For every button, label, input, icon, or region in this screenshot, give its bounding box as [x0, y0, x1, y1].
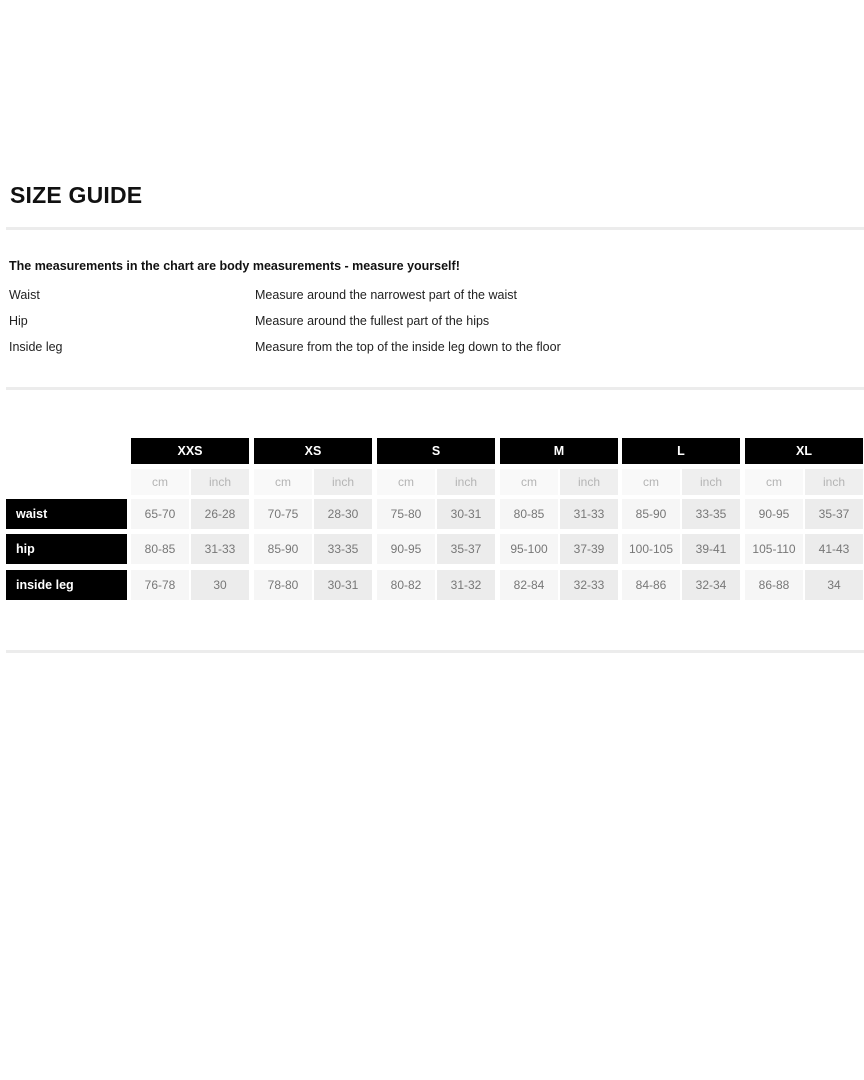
definition-term: Hip: [9, 314, 28, 328]
table-cell-inside-leg-m-inch: 32-33: [560, 570, 618, 600]
table-cell-hip-s-inch: 35-37: [437, 534, 495, 564]
table-cell-waist-xxs-inch: 26-28: [191, 499, 249, 529]
unit-header-cm: cm: [622, 469, 680, 495]
table-cell-hip-xl-cm: 105-110: [745, 534, 803, 564]
table-cell-inside-leg-xl-cm: 86-88: [745, 570, 803, 600]
table-cell-inside-leg-m-cm: 82-84: [500, 570, 558, 600]
table-cell-inside-leg-s-cm: 80-82: [377, 570, 435, 600]
unit-header-cm: cm: [500, 469, 558, 495]
table-cell-waist-m-cm: 80-85: [500, 499, 558, 529]
table-cell-inside-leg-xxs-inch: 30: [191, 570, 249, 600]
table-cell-inside-leg-s-inch: 31-32: [437, 570, 495, 600]
table-cell-hip-xs-inch: 33-35: [314, 534, 372, 564]
table-cell-inside-leg-l-cm: 84-86: [622, 570, 680, 600]
table-cell-inside-leg-xs-cm: 78-80: [254, 570, 312, 600]
row-label-hip: hip: [6, 534, 127, 564]
table-cell-waist-l-inch: 33-35: [682, 499, 740, 529]
row-label-inside-leg: inside leg: [6, 570, 127, 600]
table-cell-inside-leg-xs-inch: 30-31: [314, 570, 372, 600]
unit-header-cm: cm: [131, 469, 189, 495]
size-header-l: L: [622, 438, 740, 464]
size-header-m: M: [500, 438, 618, 464]
size-header-xxs: XXS: [131, 438, 249, 464]
table-cell-hip-s-cm: 90-95: [377, 534, 435, 564]
table-cell-waist-xxs-cm: 65-70: [131, 499, 189, 529]
intro-text: The measurements in the chart are body measurements - measure yourself!: [9, 259, 460, 273]
unit-header-cm: cm: [377, 469, 435, 495]
table-cell-hip-m-cm: 95-100: [500, 534, 558, 564]
definition-row-waist: [9, 286, 859, 312]
divider: [6, 650, 864, 653]
definition-description: Measure from the top of the inside leg down to the floor: [255, 340, 561, 354]
table-cell-waist-s-inch: 30-31: [437, 499, 495, 529]
size-header-xl: XL: [745, 438, 863, 464]
table-cell-hip-m-inch: 37-39: [560, 534, 618, 564]
unit-header-inch: inch: [437, 469, 495, 495]
definition-term: Inside leg: [9, 340, 63, 354]
table-cell-hip-xl-inch: 41-43: [805, 534, 863, 564]
table-cell-waist-l-cm: 85-90: [622, 499, 680, 529]
divider: [6, 227, 864, 230]
unit-header-inch: inch: [560, 469, 618, 495]
table-cell-hip-xs-cm: 85-90: [254, 534, 312, 564]
page-title: SIZE GUIDE: [10, 182, 143, 208]
unit-header-cm: cm: [254, 469, 312, 495]
definition-row-hip: [9, 312, 859, 338]
table-cell-hip-l-cm: 100-105: [622, 534, 680, 564]
measurement-definitions: [9, 286, 859, 364]
table-cell-inside-leg-l-inch: 32-34: [682, 570, 740, 600]
definition-row-inside-leg: [9, 338, 859, 364]
table-cell-waist-xs-cm: 70-75: [254, 499, 312, 529]
table-cell-waist-xs-inch: 28-30: [314, 499, 372, 529]
definition-description: Measure around the narrowest part of the waist: [255, 288, 517, 302]
unit-header-cm: cm: [745, 469, 803, 495]
divider: [6, 387, 864, 390]
unit-header-inch: inch: [314, 469, 372, 495]
row-label-waist: waist: [6, 499, 127, 529]
table-cell-hip-l-inch: 39-41: [682, 534, 740, 564]
table-cell-waist-xl-cm: 90-95: [745, 499, 803, 529]
table-cell-inside-leg-xl-inch: 34: [805, 570, 863, 600]
unit-header-inch: inch: [805, 469, 863, 495]
unit-header-inch: inch: [191, 469, 249, 495]
table-cell-hip-xxs-cm: 80-85: [131, 534, 189, 564]
definition-description: Measure around the fullest part of the hips: [255, 314, 490, 328]
size-header-xs: XS: [254, 438, 372, 464]
table-cell-waist-s-cm: 75-80: [377, 499, 435, 529]
table-cell-waist-m-inch: 31-33: [560, 499, 618, 529]
unit-header-inch: inch: [682, 469, 740, 495]
table-cell-waist-xl-inch: 35-37: [805, 499, 863, 529]
definition-term: Waist: [9, 288, 40, 302]
size-header-s: S: [377, 438, 495, 464]
table-cell-inside-leg-xxs-cm: 76-78: [131, 570, 189, 600]
table-cell-hip-xxs-inch: 31-33: [191, 534, 249, 564]
